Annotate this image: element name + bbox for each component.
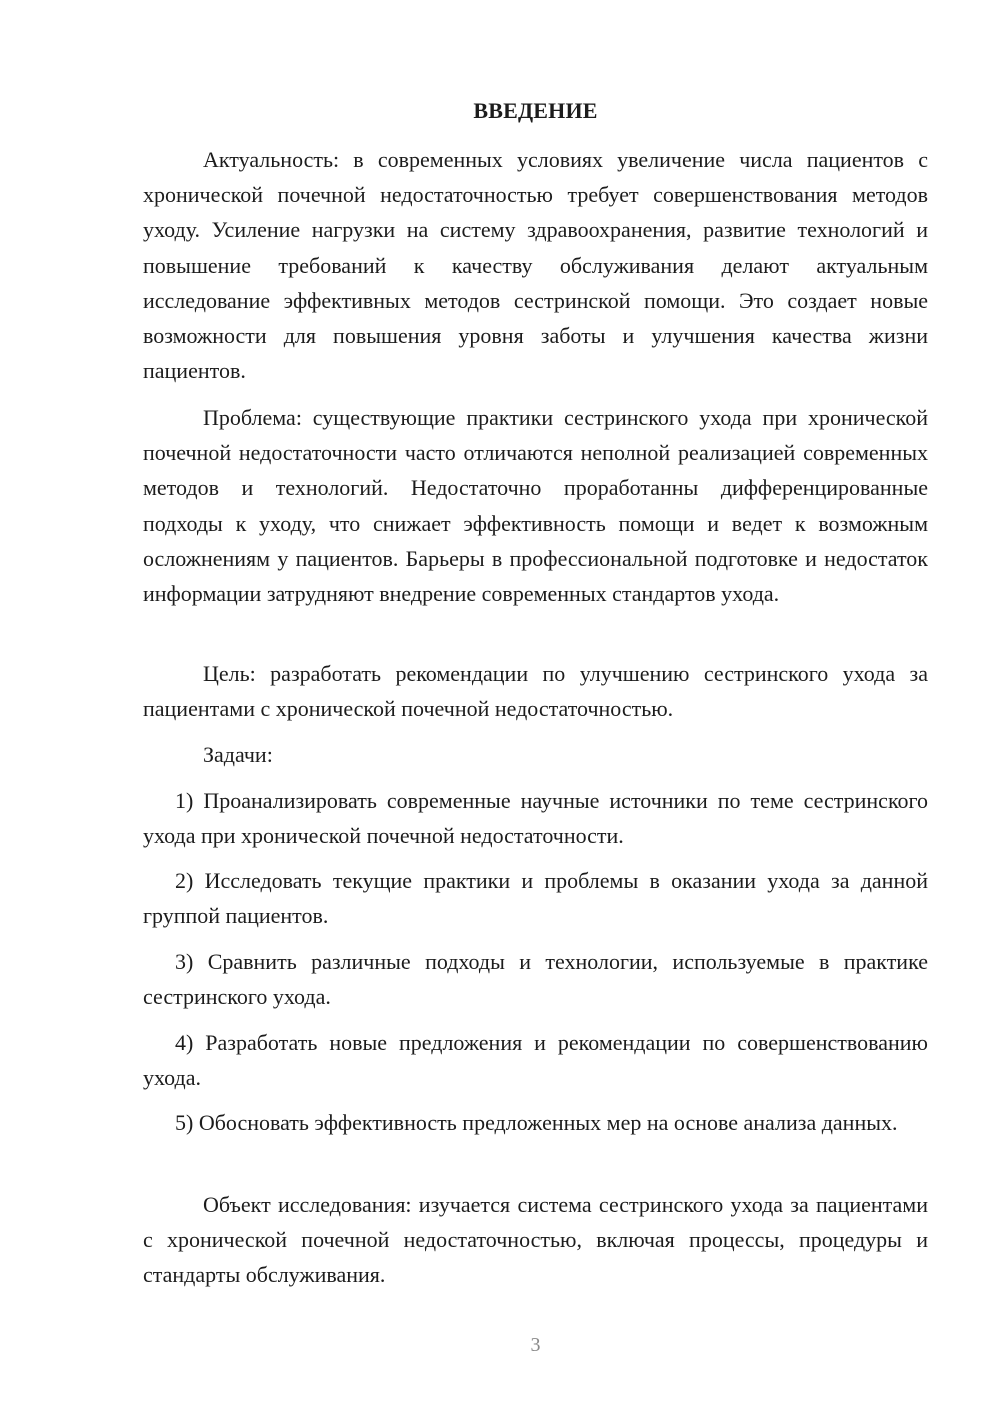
task-item-5: 5) Обосновать эффективность предложенных мер на основе анализа данных. (175, 1110, 898, 1135)
paragraph-relevance: Актуальность: в современных условиях увеличение числа пациентов с хронической почечной недостаточностью требует совершенствования методов уходу. Усиление нагрузки на систему здравоохранения, развитие технологий и повышение требований к качеству обслуживания делают актуальным исследование эффективных методов сестринской помощи. Это создает новые возможности для повышения уровня заботы и улучшения качества жизни пациентов. (143, 147, 928, 384)
paragraph-goal: Цель: разработать рекомендации по улучшению сестринского ухода за пациентами с хронической почечной недостаточностью. (143, 661, 928, 722)
page-number: 3 (530, 1334, 541, 1356)
task-item-4: 4) Разработать новые предложения и рекомендации по совершенствованию ухода. (143, 1030, 928, 1091)
tasks-label: Задачи: (203, 742, 273, 767)
paragraph-object: Объект исследования: изучается система сестринского ухода за пациентами с хронической почечной недостаточностью, включая процессы, процедуры и стандарты обслуживания. (143, 1192, 928, 1288)
task-item-1: 1) Проанализировать современные научные источники по теме сестринского ухода при хронической почечной недостаточности. (143, 788, 928, 849)
section-heading: ВВЕДЕНИЕ (473, 98, 598, 123)
document-page (143, 0, 928, 1414)
task-item-3: 3) Сравнить различные подходы и технологии, используемые в практике сестринского ухода. (143, 949, 928, 1010)
paragraph-problem: Проблема: существующие практики сестринского ухода при хронической почечной недостаточности часто отличаются неполной реализацией современных методов и технологий. Недостаточно проработанны дифференцированные подходы к уходу, что снижает эффективность помощи и ведет к возможным осложнениям у пациентов. Барьеры в профессиональной подготовке и недостаток информации затрудняют внедрение современных стандартов ухода. (143, 405, 928, 607)
task-item-2: 2) Исследовать текущие практики и проблемы в оказании ухода за данной группой пациентов. (143, 868, 928, 929)
